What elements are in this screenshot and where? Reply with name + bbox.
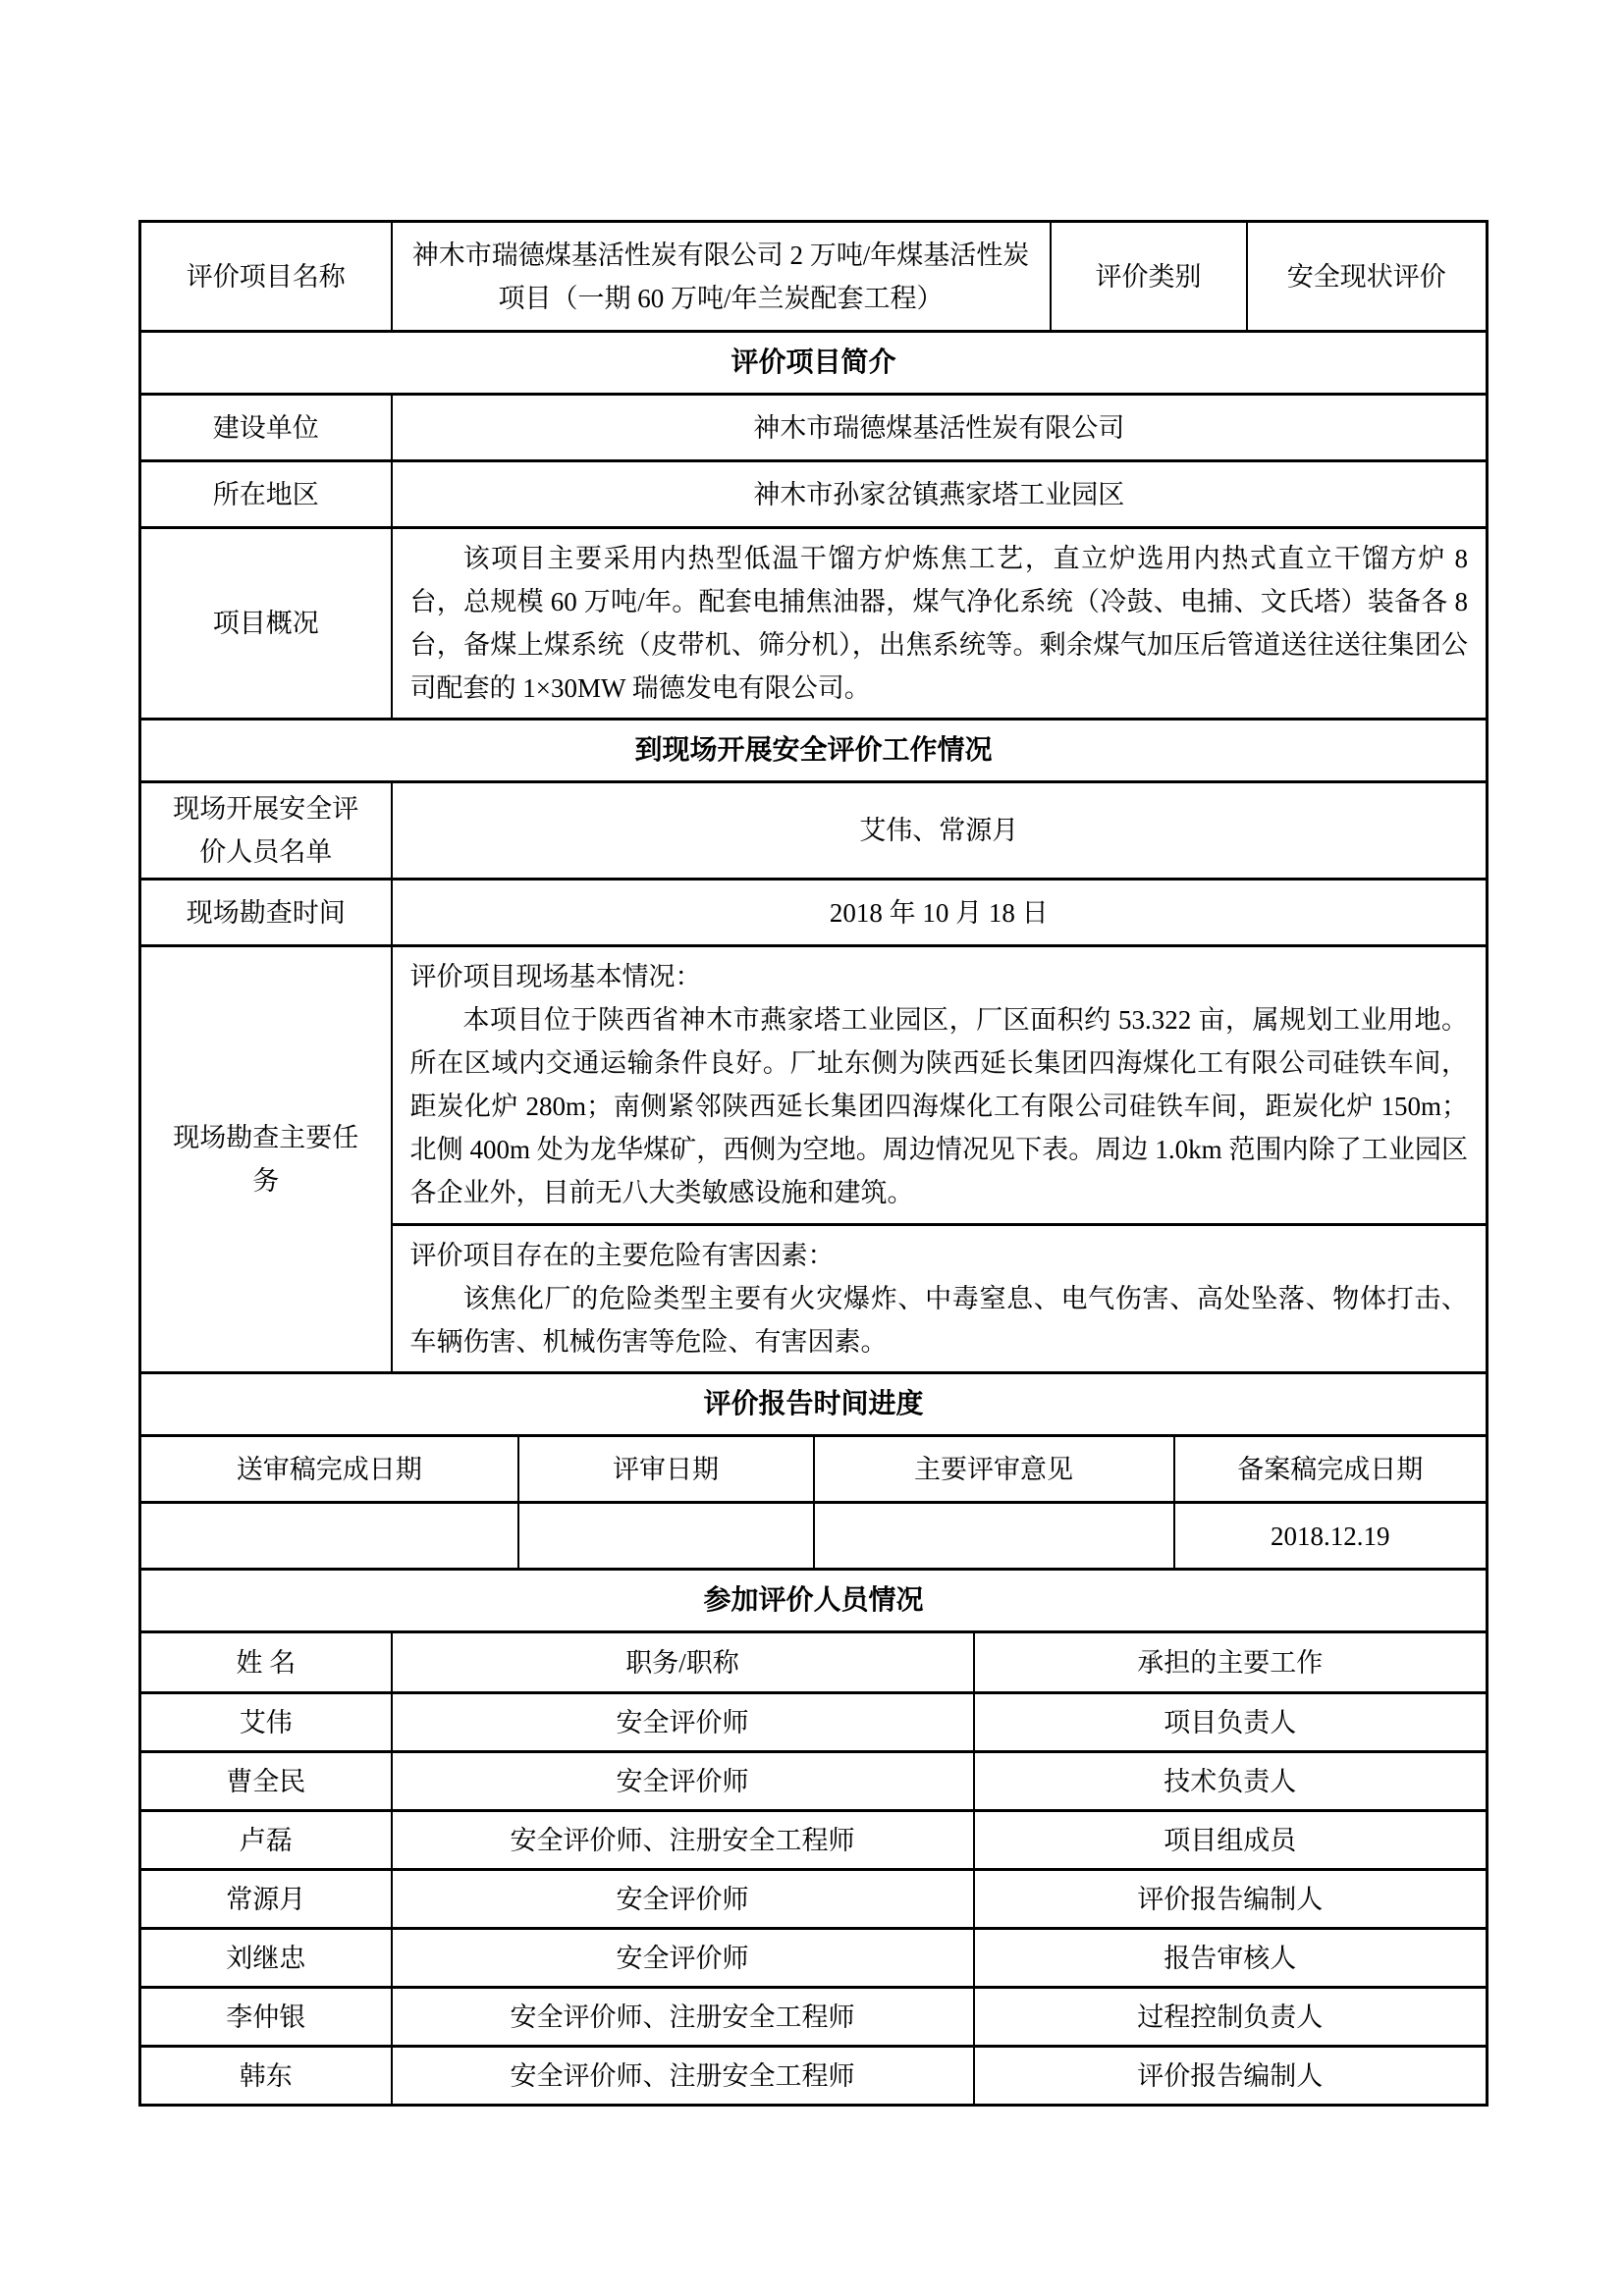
project-name-label: 评价项目名称 [140,222,392,332]
personnel-title: 安全评价师、注册安全工程师 [392,2047,974,2106]
location-label: 所在地区 [140,461,392,528]
category-label: 评价类别 [1051,222,1247,332]
table-row [140,1693,1488,1752]
personnel-title: 安全评价师、注册安全工程师 [392,1811,974,1870]
personnel-name: 韩东 [140,2047,392,2106]
schedule-header-draft-date: 送审稿完成日期 [140,1436,518,1503]
section-title-project-intro: 评价项目简介 [140,332,1488,395]
personnel-name: 卢磊 [140,1811,392,1870]
table-row [140,1988,1488,2047]
personnel-title: 安全评价师 [392,1693,974,1752]
personnel-name: 艾伟 [140,1693,392,1752]
table-row [140,1752,1488,1811]
table-row [140,1632,1488,1693]
personnel-role: 项目组成员 [974,1811,1488,1870]
survey-tasks-label: 现场勘查主要任务 [140,946,392,1373]
personnel-role: 项目负责人 [974,1693,1488,1752]
table-row [140,1570,1488,1632]
schedule-header-review-date: 评审日期 [518,1436,814,1503]
table-row [140,1929,1488,1988]
personnel-header-title: 职务/职称 [392,1632,974,1693]
table-row [140,946,1488,1225]
personnel-name: 曹全民 [140,1752,392,1811]
personnel-title: 安全评价师、注册安全工程师 [392,1988,974,2047]
table-row [140,222,1488,332]
table-row [140,1870,1488,1929]
overview-paragraph: 该项目主要采用内热型低温干馏方炉炼焦工艺，直立炉选用内热式直立干馏方炉 8 台，总规模 60 万吨/年。配套电捕焦油器，煤气净化系统（冷鼓、电捕、文氏塔）装备各 8 台，备煤上煤系统（皮带机、筛分机），出焦系统等。剩余煤气加压后管道送往送往集团公司配套的 1×30MW 瑞德发电有限公司。 [409,544,1469,703]
table-row [140,880,1488,946]
category-value: 安全现状评价 [1247,222,1488,332]
project-name-value: 神木市瑞德煤基活性炭有限公司 2 万吨/年煤基活性炭项目（一期 60 万吨/年兰炭配套工程） [392,222,1051,332]
schedule-value-review-date [518,1503,814,1570]
personnel-title: 安全评价师 [392,1752,974,1811]
personnel-role: 评价报告编制人 [974,2047,1488,2106]
hazard-factors-body: 该焦化厂的危险类型主要有火灾爆炸、中毒窒息、电气伤害、高处坠落、物体打击、车辆伤害、机械伤害等危险、有害因素。 [409,1284,1469,1357]
schedule-value-review-opinion [814,1503,1174,1570]
overview-value [392,528,1488,720]
evaluation-report-table [138,220,1489,2107]
personnel-name: 常源月 [140,1870,392,1929]
survey-tasks-basic-situation [392,946,1488,1225]
staff-list-label: 现场开展安全评价人员名单 [140,782,392,880]
survey-time-value: 2018 年 10 月 18 日 [392,880,1488,946]
schedule-header-record-date: 备案稿完成日期 [1174,1436,1488,1503]
schedule-header-review-opinion: 主要评审意见 [814,1436,1174,1503]
basic-situation-body: 本项目位于陕西省神木市燕家塔工业园区，厂区面积约 53.322 亩，属规划工业用地。所在区域内交通运输条件良好。厂址东侧为陕西延长集团四海煤化工有限公司硅铁车间，距炭化炉 280m；南侧紧邻陕西延长集团四海煤化工有限公司硅铁车间，距炭化炉 150m；北侧 400m 处为龙华煤矿，西侧为空地。周边情况见下表。周边 1.0km 范围内除了工业园区各企业外，目前无八大类敏感设施和建筑。 [409,1005,1469,1207]
section-title-personnel: 参加评价人员情况 [140,1570,1488,1632]
basic-situation-title: 评价项目现场基本情况： [409,962,702,991]
personnel-role: 报告审核人 [974,1929,1488,1988]
section-title-report-schedule: 评价报告时间进度 [140,1373,1488,1436]
table-row [140,2047,1488,2106]
table-row [140,528,1488,720]
personnel-title: 安全评价师 [392,1929,974,1988]
survey-tasks-hazard-factors [392,1225,1488,1373]
personnel-header-role: 承担的主要工作 [974,1632,1488,1693]
personnel-role: 评价报告编制人 [974,1870,1488,1929]
construction-unit-label: 建设单位 [140,395,392,461]
schedule-value-record-date: 2018.12.19 [1174,1503,1488,1570]
survey-time-label: 现场勘查时间 [140,880,392,946]
table-row [140,395,1488,461]
construction-unit-value: 神木市瑞德煤基活性炭有限公司 [392,395,1488,461]
location-value: 神木市孙家岔镇燕家塔工业园区 [392,461,1488,528]
staff-list-value: 艾伟、常源月 [392,782,1488,880]
section-title-site-work: 到现场开展安全评价工作情况 [140,720,1488,782]
table-row [140,1436,1488,1503]
schedule-value-draft-date [140,1503,518,1570]
table-row [140,720,1488,782]
personnel-title: 安全评价师 [392,1870,974,1929]
personnel-role: 技术负责人 [974,1752,1488,1811]
table-row [140,1811,1488,1870]
table-row [140,782,1488,880]
table-row [140,1373,1488,1436]
table-row [140,332,1488,395]
table-row [140,1503,1488,1570]
personnel-name: 刘继忠 [140,1929,392,1988]
table-row [140,461,1488,528]
overview-label: 项目概况 [140,528,392,720]
personnel-header-name: 姓 名 [140,1632,392,1693]
personnel-name: 李仲银 [140,1988,392,2047]
hazard-factors-title: 评价项目存在的主要危险有害因素： [409,1241,835,1270]
personnel-role: 过程控制负责人 [974,1988,1488,2047]
